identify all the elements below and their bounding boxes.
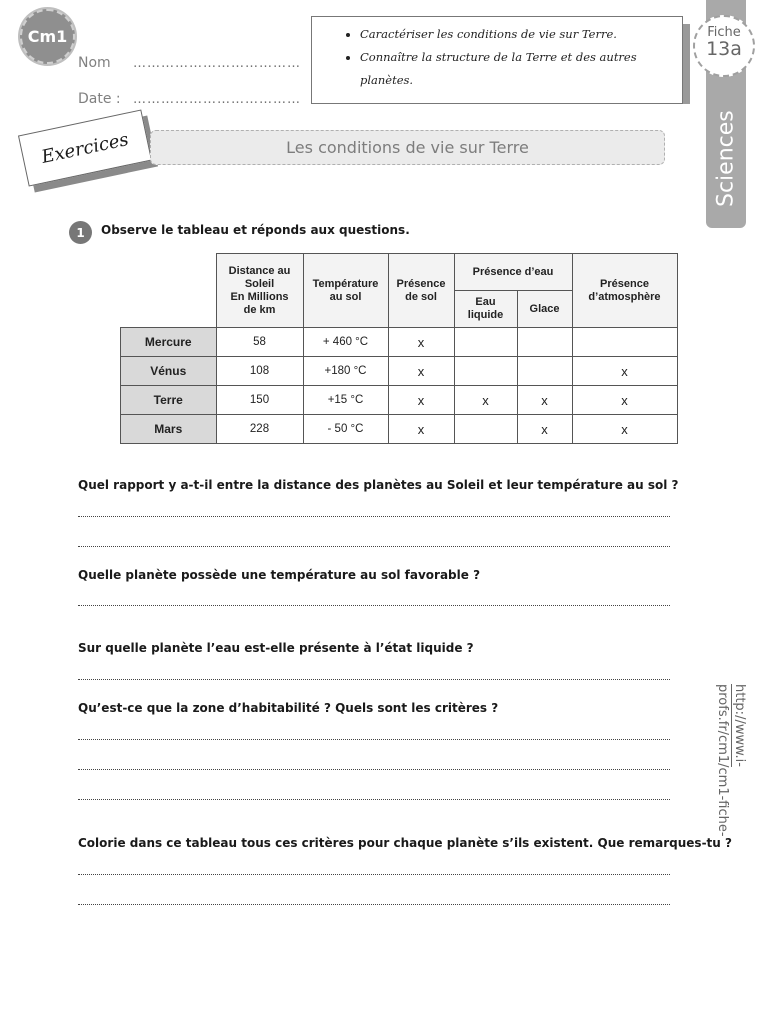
exercise-number: 1 <box>69 221 92 244</box>
distance-cell: 108 <box>216 357 303 386</box>
section-tag: Exercices <box>18 109 152 186</box>
planet-name: Vénus <box>121 357 217 386</box>
header-water-ice: Glace <box>517 291 572 328</box>
header-ground: Présence de sol <box>388 254 454 328</box>
answer-line[interactable] <box>78 799 670 800</box>
planet-name: Terre <box>121 386 217 415</box>
ground-cell[interactable]: x <box>388 415 454 444</box>
fiche-badge <box>693 15 755 77</box>
temperature-cell: +180 °C <box>303 357 388 386</box>
fiche-label: Fiche <box>707 25 741 40</box>
ice-cell[interactable] <box>517 357 572 386</box>
source-url[interactable] <box>712 684 748 856</box>
subject-label: Sciences <box>713 110 739 208</box>
fiche-number: 13a <box>706 38 742 60</box>
ground-cell[interactable]: x <box>388 386 454 415</box>
answer-line[interactable] <box>78 739 670 740</box>
ground-cell[interactable]: x <box>388 357 454 386</box>
question-2: Quelle planète possède une température au sol favorable ? <box>78 568 481 582</box>
distance-cell: 58 <box>216 328 303 357</box>
atmosphere-cell[interactable]: x <box>572 357 677 386</box>
name-field[interactable]: ……………………………… <box>133 56 301 71</box>
ice-cell[interactable] <box>517 328 572 357</box>
url-part: http://www.i- <box>732 684 747 767</box>
objectives-card <box>311 16 683 104</box>
answer-line[interactable] <box>78 546 670 547</box>
liquid-cell[interactable]: x <box>454 386 517 415</box>
answer-line[interactable] <box>78 904 670 905</box>
temperature-cell: + 460 °C <box>303 328 388 357</box>
objectives-list <box>312 23 682 92</box>
answer-line[interactable] <box>78 605 670 606</box>
answer-line[interactable] <box>78 874 670 875</box>
answer-line[interactable] <box>78 516 670 517</box>
temperature-cell: +15 °C <box>303 386 388 415</box>
liquid-cell[interactable] <box>454 415 517 444</box>
table-corner <box>121 254 217 328</box>
table-row <box>121 328 678 357</box>
answer-line[interactable] <box>78 769 670 770</box>
exercise-instruction: Observe le tableau et réponds aux questions. <box>101 223 410 237</box>
atmosphere-cell[interactable]: x <box>572 386 677 415</box>
name-label: Nom <box>78 55 111 71</box>
question-5: Colorie dans ce tableau tous ces critères pour chaque planète s’ils existent. Que remarques-tu ? <box>78 836 732 850</box>
distance-cell: 228 <box>216 415 303 444</box>
table-row <box>121 386 678 415</box>
distance-cell: 150 <box>216 386 303 415</box>
header-water: Présence d’eau <box>454 254 572 291</box>
table-row <box>121 415 678 444</box>
atmosphere-cell[interactable]: x <box>572 415 677 444</box>
answer-line[interactable] <box>78 679 670 680</box>
url-part: profs.fr/cm1/cm1-fiche- <box>715 684 730 837</box>
temperature-cell: - 50 °C <box>303 415 388 444</box>
question-4: Qu’est-ce que la zone d’habitabilité ? Quels sont les critères ? <box>78 701 499 715</box>
date-field[interactable]: ……………………………… <box>133 92 301 107</box>
page-title: Les conditions de vie sur Terre <box>150 130 665 165</box>
planet-name: Mars <box>121 415 217 444</box>
ice-cell[interactable]: x <box>517 386 572 415</box>
ice-cell[interactable]: x <box>517 415 572 444</box>
objective-item: • Connaître la structure de la Terre et des autres planètes. <box>360 46 682 92</box>
header-distance: Distance au Soleil En Millions de km <box>216 254 303 328</box>
level-badge: Cm1 <box>20 9 75 64</box>
planet-table <box>120 253 678 444</box>
atmosphere-cell[interactable] <box>572 328 677 357</box>
header-atmosphere: Présence d’atmosphère <box>572 254 677 328</box>
ground-cell[interactable]: x <box>388 328 454 357</box>
question-1: Quel rapport y a-t-il entre la distance des planètes au Soleil et leur température au sol ? <box>78 478 679 492</box>
table-row <box>121 357 678 386</box>
liquid-cell[interactable] <box>454 357 517 386</box>
liquid-cell[interactable] <box>454 328 517 357</box>
question-3: Sur quelle planète l’eau est-elle présente à l’état liquide ? <box>78 641 474 655</box>
date-label: Date : <box>78 91 121 107</box>
objective-item: • Caractériser les conditions de vie sur Terre. <box>360 23 682 46</box>
header-water-liquid: Eau liquide <box>454 291 517 328</box>
header-temperature: Température au sol <box>303 254 388 328</box>
planet-name: Mercure <box>121 328 217 357</box>
